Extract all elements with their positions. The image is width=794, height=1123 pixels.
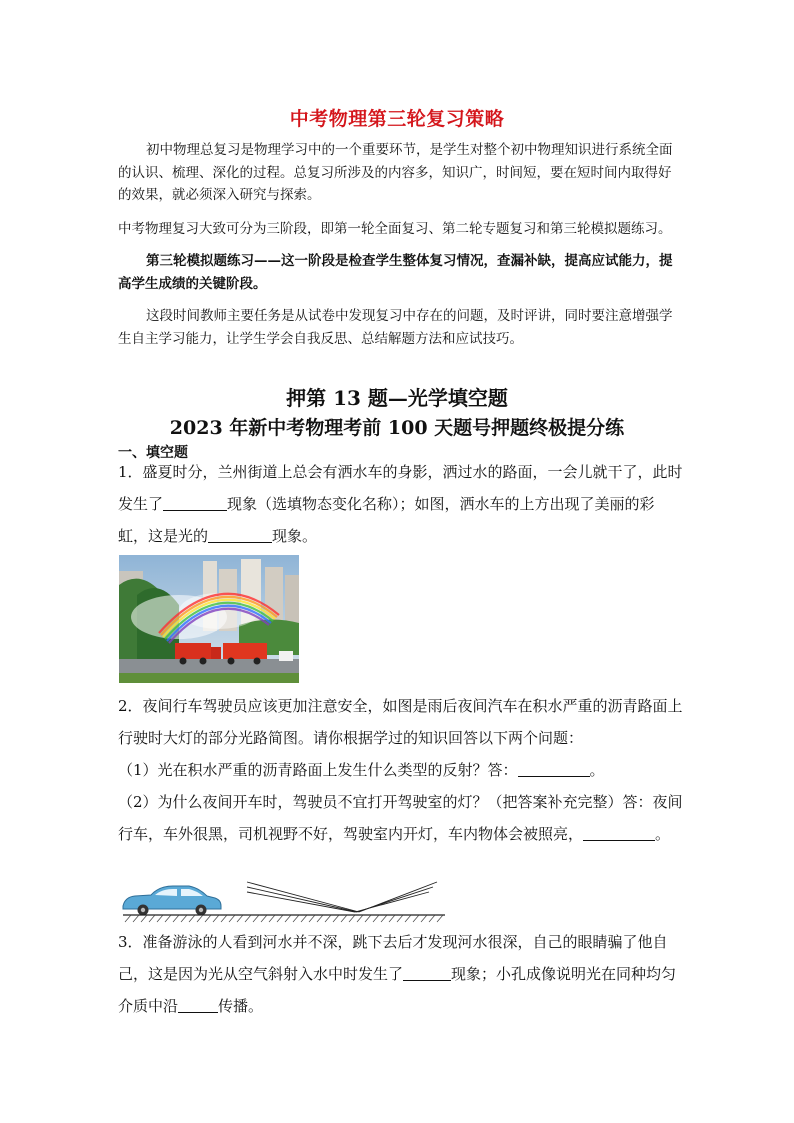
q3-text-a: 3．准备游泳的人看到河水并不深，跳下去后才发现河水很深，自己的眼睛骗了他自己，这是因为光从空气斜射入水中时发生了 xyxy=(118,933,668,983)
q1-text-b: 现象（选填物态变化名称）；如图，洒水车的上方出现了美丽的彩虹，这是光的 xyxy=(118,495,655,545)
question-3 xyxy=(118,926,684,1022)
q2-intro: 2．夜间行车驾驶员应该更加注意安全，如图是雨后夜间汽车在积水严重的沥青路面上行驶时大灯的部分光路简图。请你根据学过的知识回答以下两个问题： xyxy=(118,697,683,747)
q3-blank-2[interactable] xyxy=(178,996,218,1013)
q2-sub-2: （2）为什么夜间开车时，驾驶员不宜打开驾驶室的灯？（把答案补充完整）答：夜间行车，车外很黑，司机视野不好，驾驶室内开灯，车内物体会被照亮， 。 xyxy=(118,793,683,843)
q2-blank-1[interactable] xyxy=(518,760,590,777)
section-label: 一、填空题 xyxy=(118,445,188,461)
q3-text-c: 传播。 xyxy=(218,997,264,1015)
stages-paragraph: 中考物理复习大致可分为三阶段，即第一轮全面复习、第二轮专题复习和第三轮模拟题练习。 xyxy=(118,221,672,237)
q1-blank-1[interactable] xyxy=(163,494,227,511)
q1-blank-2[interactable] xyxy=(208,526,272,543)
q3-text-b: 现象；小孔成像说明光在同种均匀介质中沿 xyxy=(118,965,677,1015)
headlight-ray-diagram xyxy=(119,878,469,923)
sprinkler-truck-rainbow-image xyxy=(119,555,299,683)
intro-paragraph: 初中物理总复习是物理学习中的一个重要环节，是学生对整个初中物理知识进行系统全面的认识、梳理、深化的过程。总复习所涉及的内容多，知识广，时间短，要在短时间内取得好的效果，就必须深入研究与探索。 xyxy=(118,142,673,203)
q2-sub-1: （1）光在积水严重的沥青路面上发生什么类型的反射？答： 。 xyxy=(118,761,605,779)
q1-text-c: 现象。 xyxy=(272,527,318,545)
q3-blank-1[interactable] xyxy=(403,964,451,981)
question-2 xyxy=(118,690,684,850)
strategy-title: 中考物理第三轮复习策略 xyxy=(289,108,505,130)
car-icon xyxy=(123,886,221,916)
teacher-task-paragraph: 这段时间教师主要任务是从试卷中发现复习中存在的问题，及时评讲，同时要注意增强学生自主学习能力，让学生学会自我反思、总结解题方法和应试技巧。 xyxy=(118,308,673,347)
third-round-paragraph: 第三轮模拟题练习——这一阶段是检查学生整体复习情况，查漏补缺，提高应试能力，提高学生成绩的关键阶段。 xyxy=(118,253,673,292)
question-1 xyxy=(118,456,684,552)
q2-blank-2[interactable] xyxy=(583,824,655,841)
q1-text-a: 1．盛夏时分，兰州街道上总会有洒水车的身影，洒过水的路面，一会儿就干了，此时发生了 xyxy=(118,463,683,513)
sub-heading: 2023 年新中考物理考前 100 天题号押题终极提分练 xyxy=(169,417,625,439)
main-heading: 押第 13 题—光学填空题 xyxy=(286,386,508,410)
